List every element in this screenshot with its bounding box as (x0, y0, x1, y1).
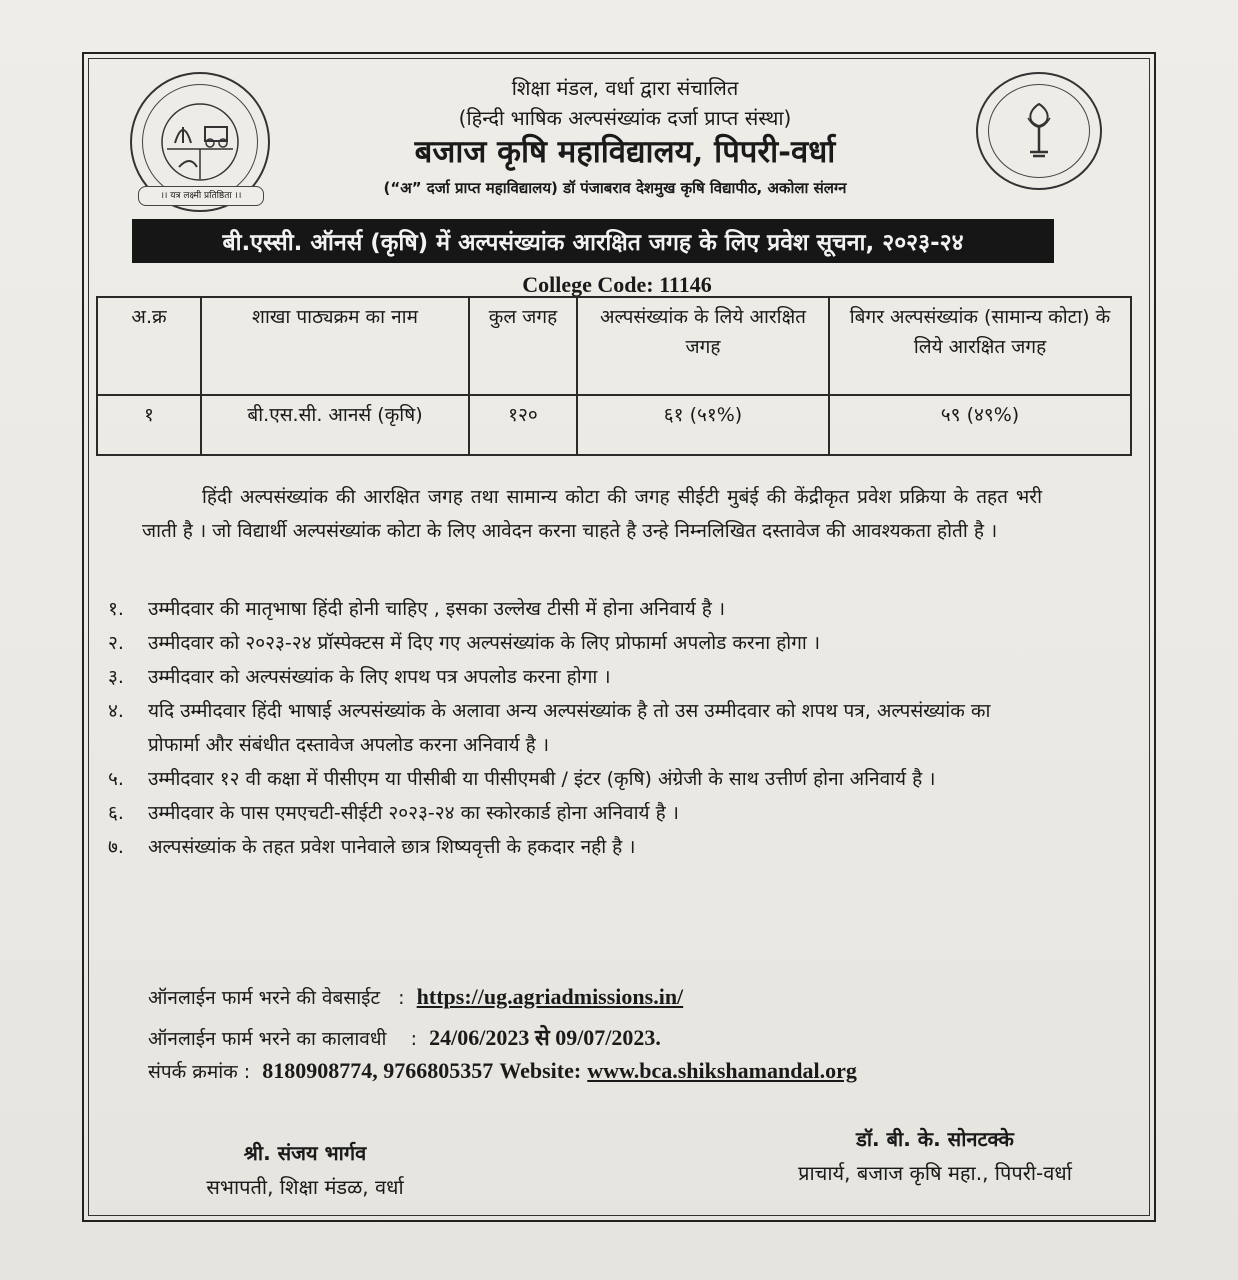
admissions-website-link[interactable]: https://ug.agriadmissions.in/ (416, 984, 684, 1009)
header-course: शाखा पाठ्यक्रम का नाम (201, 297, 469, 395)
item-number: ४. (108, 700, 124, 722)
header-general-seats: बिगर अल्पसंख्यांक (सामान्य कोटा) के लिये आरक्षित जगह (829, 297, 1131, 395)
period-value: 24/06/2023 से 09/07/2023. (429, 1025, 661, 1050)
signatory-name: श्री. संजय भार्गव (243, 1141, 367, 1165)
website-label: ऑनलाईन फार्म भरने की वेबसाईट (148, 987, 381, 1009)
period-row (148, 1022, 661, 1052)
header-minority-seats: अल्पसंख्यांक के लिये आरक्षित जगह (577, 297, 829, 395)
list-item (108, 592, 1038, 626)
item-number: ६. (108, 802, 124, 824)
cell-serial: १ (97, 395, 201, 455)
item-text: उम्मीदवार को अल्पसंख्यांक के लिए शपथ पत्र अपलोड करना होगा । (148, 666, 611, 688)
item-text: उम्मीदवार की मातृभाषा हिंदी होनी चाहिए , इसका उल्लेख टीसी में होना अनिवार्य है । (148, 598, 726, 620)
list-item (108, 762, 1038, 796)
item-number: २. (108, 632, 124, 654)
period-label: ऑनलाईन फार्म भरने का कालावधी (148, 1028, 387, 1050)
signature-left (170, 1136, 440, 1204)
signatory-title: प्राचार्य, बजाज कृषि महा., पिपरी-वर्धा (798, 1161, 1072, 1185)
affiliation-line: (“अ” दर्जा प्राप्त महाविद्यालय) डॉ पंजाबराव देशमुख कृषि विद्यापीठ, अकोला संलग्न (383, 179, 847, 197)
cell-course: बी.एस.सी. आनर्स (कृषि) (201, 395, 469, 455)
list-item (108, 660, 1038, 694)
signatory-name: डॉ. बी. के. सोनटक्के (856, 1127, 1014, 1151)
header-total-seats: कुल जगह (469, 297, 577, 395)
list-item (108, 796, 1038, 830)
college-website-link[interactable]: www.bca.shikshamandal.org (587, 1058, 857, 1083)
item-text: उम्मीदवार के पास एमएचटी-सीईटी २०२३-२४ का स्कोरकार्ड होना अनिवार्य है । (148, 802, 679, 824)
website2-label: Website: (499, 1058, 582, 1083)
item-text: अल्पसंख्यांक के तहत प्रवेश पानेवाले छात्र शिष्यवृत्ती के हकदार नही है । (148, 836, 636, 858)
item-number: ३. (108, 666, 124, 688)
item-number: ७. (108, 836, 124, 858)
item-text: यदि उम्मीदवार हिंदी भाषाई अल्पसंख्यांक के अलावा अन्य अल्पसंख्यांक है तो उस उम्मीदवार को शपथ पत्र, अल्पसंख्यांक का प्रोफार्मा और संबंधीत दस्तावेज अपलोड करना अनिवार्य है । (148, 700, 991, 756)
college-code: College Code: 11146 (522, 272, 712, 297)
header-serial: अ.क्र (97, 297, 201, 395)
website-row (148, 984, 683, 1010)
period-separator: : (410, 1028, 417, 1050)
header-line-1: शिक्षा मंडल, वर्धा द्वारा संचालित (511, 76, 739, 100)
list-item (108, 694, 1038, 762)
contact-label: संपर्क क्रमांक : (148, 1061, 251, 1083)
requirements-list (108, 592, 1038, 864)
item-number: ५. (108, 768, 124, 790)
website-separator: : (398, 987, 405, 1009)
college-name: बजाज कृषि महाविद्यालय, पिपरी-वर्धा (414, 134, 836, 170)
item-number: १. (108, 598, 124, 620)
cell-general-seats: ५९ (४९%) (829, 395, 1131, 455)
intro-paragraph: हिंदी अल्पसंख्यांक की आरक्षित जगह तथा सामान्य कोटा की जगह सीईटी मुबंई की केंद्रीकृत प्रवेश प्रक्रिया के तहत भरी जाती है । जो विद्यार्थी अल्पसंख्यांक कोटा के लिए आवेदन करना चाहते है उन्हे निम्नलिखित दस्तावेज की आवश्यकता होती है । (142, 486, 1042, 542)
seat-table (96, 296, 1132, 456)
item-text: उम्मीदवार को २०२३-२४ प्रॉस्पेक्टस में दिए गए अल्पसंख्यांक के लिए प्रोफार्मा अपलोड करना होगा । (148, 632, 821, 654)
item-text: उम्मीदवार १२ वी कक्षा में पीसीएम या पीसीबी या पीसीएमबी / इंटर (कृषि) अंग्रेजी के साथ उत्तीर्ण होना अनिवार्य है । (148, 768, 936, 790)
header-line-2: (हिन्दी भाषिक अल्पसंख्यांक दर्जा प्राप्त संस्था) (458, 106, 792, 130)
notice-banner: बी.एस्सी. ऑनर्स (कृषि) में अल्पसंख्यांक आरक्षित जगह के लिए प्रवेश सूचना, २०२३-२४ (132, 219, 1054, 263)
cell-total-seats: १२० (469, 395, 577, 455)
list-item (108, 830, 1038, 864)
list-item (108, 626, 1038, 660)
table-row (97, 395, 1131, 455)
contact-numbers: 8180908774, 9766805357 (262, 1058, 494, 1083)
table-header-row (97, 297, 1131, 395)
cell-minority-seats: ६१ (५१%) (577, 395, 829, 455)
contact-row (148, 1058, 857, 1084)
emblem-motto: ।। यत्र लक्ष्मी प्रतिष्ठिता ।। (138, 186, 264, 206)
signatory-title: सभापती, शिक्षा मंडळ, वर्धा (206, 1175, 404, 1199)
signature-right (760, 1122, 1110, 1190)
